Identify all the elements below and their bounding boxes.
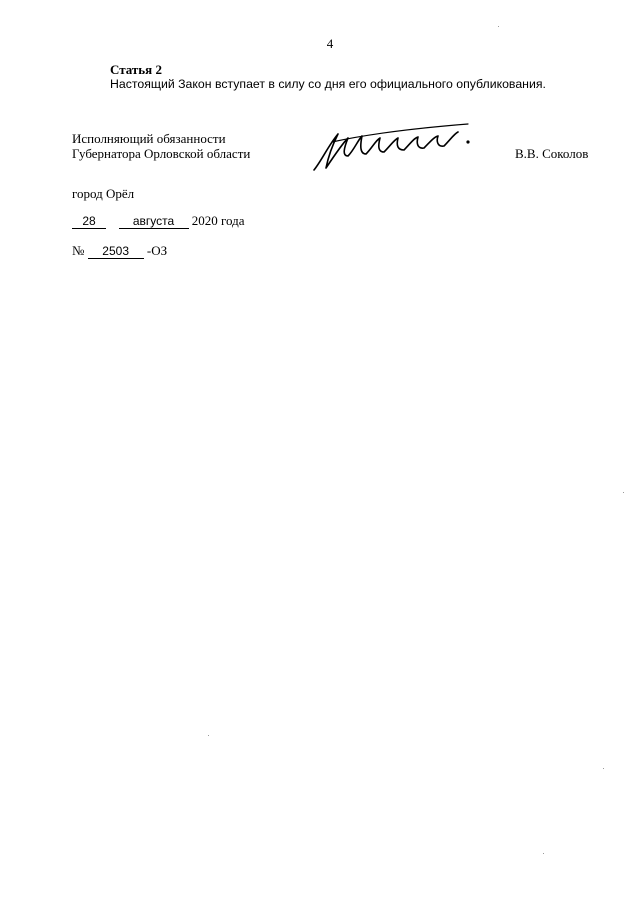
article-text: Настоящий Закон вступает в силу со дня его официального опубликования. bbox=[110, 77, 546, 91]
date-row bbox=[72, 213, 245, 229]
scan-speck bbox=[603, 768, 604, 769]
signer-name: В.В. Соколов bbox=[515, 146, 589, 161]
scan-speck bbox=[498, 26, 499, 27]
scan-speck bbox=[208, 735, 209, 736]
law-number-sign: № bbox=[72, 243, 85, 258]
law-number: 2503 bbox=[88, 245, 144, 259]
date-year: 2020 года bbox=[191, 213, 245, 228]
law-number-suffix: -ОЗ bbox=[146, 243, 168, 258]
signer-position-line1: Исполняющий обязанности bbox=[72, 131, 226, 146]
date-day: 28 bbox=[72, 215, 106, 229]
date-month: августа bbox=[119, 215, 189, 229]
scan-speck bbox=[543, 853, 544, 854]
article-title: Статья 2 bbox=[110, 62, 162, 77]
handwritten-signature bbox=[308, 120, 476, 176]
signer-position-line2: Губернатора Орловской области bbox=[72, 146, 251, 161]
law-number-row bbox=[72, 243, 167, 259]
city: город Орёл bbox=[72, 186, 135, 201]
scan-speck bbox=[623, 492, 624, 493]
page-number: 4 bbox=[326, 36, 334, 51]
